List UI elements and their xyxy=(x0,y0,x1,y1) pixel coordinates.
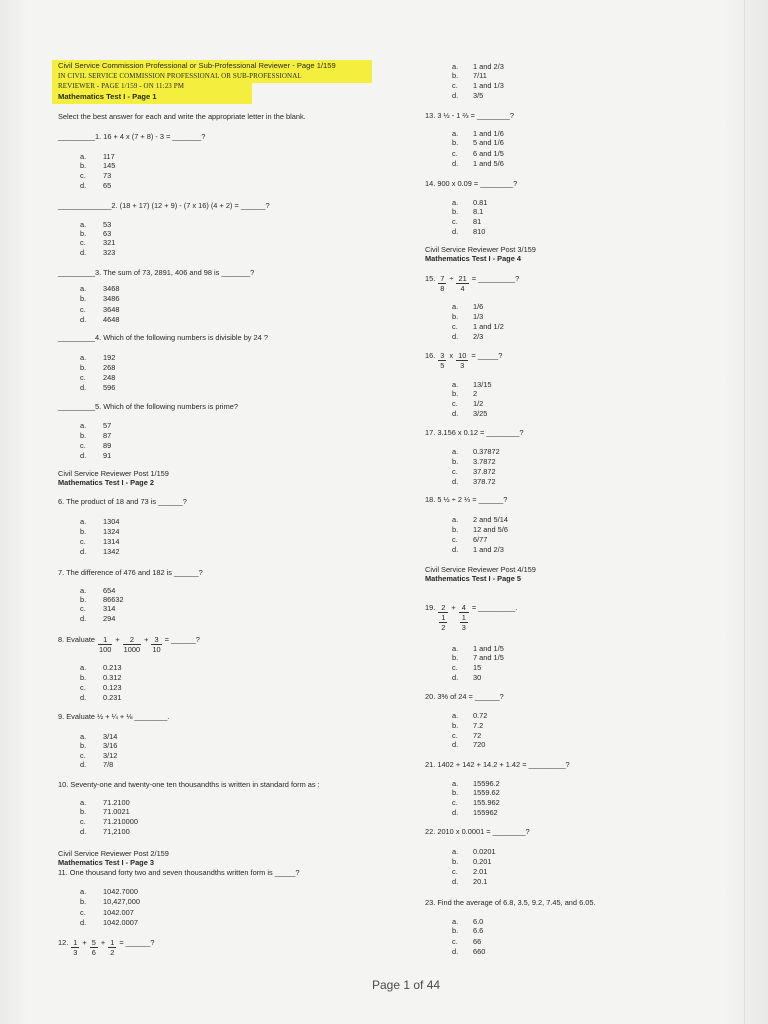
question-text: 14. 900 x 0.09 = ________? xyxy=(425,179,518,188)
answer-choice-letter: b. xyxy=(80,229,87,238)
question-5 xyxy=(58,402,241,411)
answer-choice-value: 1304 xyxy=(103,517,120,526)
answer-choice-letter: b. xyxy=(452,926,459,935)
fraction xyxy=(438,603,448,632)
question-18 xyxy=(425,495,510,504)
answer-choice-value: 7 and 1/5 xyxy=(473,653,504,662)
answer-choice-value: 91 xyxy=(103,451,112,460)
document-header-subtitle: IN CIVIL SERVICE COMMISSION PROFESSIONAL OR SUB-PROFESSIONAL xyxy=(58,72,302,80)
answer-choice-letter: a. xyxy=(80,798,87,807)
question-text: + xyxy=(144,635,149,644)
answer-choice-letter: d. xyxy=(80,760,87,769)
answer-choice-value: 15 xyxy=(473,663,482,672)
answer-choice-letter: c. xyxy=(80,817,86,826)
answer-choice-value: 81 xyxy=(473,217,482,226)
answer-choice-letter: c. xyxy=(452,535,458,544)
answer-choice-letter: c. xyxy=(452,663,458,672)
question-12 xyxy=(58,938,157,957)
answer-choice-value: 1342 xyxy=(103,547,120,556)
question-text: 10. Seventy-one and twenty-one ten thousandths is written in standard form as : xyxy=(58,780,320,789)
answer-choice-letter: d. xyxy=(80,315,87,324)
answer-choice-value: 53 xyxy=(103,220,112,229)
answer-choice-letter: a. xyxy=(80,732,87,741)
question-text: _____________2. (18 + 17) (12 + 9) - (7 x 16) (4 + 2) = ______? xyxy=(58,201,270,210)
question-text: = _________. xyxy=(471,603,518,612)
answer-choice-value: 1 and 1/6 xyxy=(473,129,504,138)
answer-choice-letter: a. xyxy=(452,62,459,71)
answer-choice-letter: a. xyxy=(80,152,87,161)
answer-choice-value: 0.213 xyxy=(103,663,122,672)
answer-choice-value: 3/12 xyxy=(103,751,118,760)
answer-choice-value: 63 xyxy=(103,229,112,238)
answer-choice-value: 145 xyxy=(103,161,116,170)
question-text: x xyxy=(449,351,454,360)
answer-choice-letter: d. xyxy=(80,918,87,927)
answer-choice-letter: b. xyxy=(80,161,87,170)
answer-choice-letter: a. xyxy=(80,586,87,595)
answer-choice-value: 660 xyxy=(473,947,486,956)
answer-choice-letter: d. xyxy=(452,673,459,682)
question-text: 20. 3% of 24 = ______? xyxy=(425,692,504,701)
fraction-denominator xyxy=(459,613,469,632)
question-1 xyxy=(58,132,208,141)
answer-choice-letter: a. xyxy=(80,284,87,293)
question-text: 9. Evaluate ½ + ¼ + ⅛ ________. xyxy=(58,712,170,721)
answer-choice-letter: c. xyxy=(452,81,458,90)
section-title: Mathematics Test I - Page 4 xyxy=(425,254,521,263)
test-page-title: Mathematics Test I - Page 1 xyxy=(58,92,157,101)
answer-choice-letter: c. xyxy=(452,399,458,408)
question-text: + xyxy=(451,603,456,612)
answer-choice-value: 654 xyxy=(103,586,116,595)
answer-choice-value: 7/8 xyxy=(103,760,114,769)
answer-choice-value: 268 xyxy=(103,363,116,372)
answer-choice-value: 30 xyxy=(473,673,482,682)
answer-choice-value: 323 xyxy=(103,248,116,257)
question-text: _________3. The sum of 73, 2891, 406 and 98 is _______? xyxy=(58,268,255,277)
fraction-numerator: 1 xyxy=(73,938,78,947)
fraction-numerator: 3 xyxy=(440,351,445,360)
question-text: _________1. 16 + 4 x (7 + 8) - 3 = _______? xyxy=(58,132,206,141)
scan-edge-shadow xyxy=(744,0,745,1024)
question-17 xyxy=(425,428,526,437)
answer-choice-letter: a. xyxy=(452,380,459,389)
answer-choice-value: 65 xyxy=(103,181,112,190)
answer-choice-value: 7/11 xyxy=(473,71,487,80)
question-22 xyxy=(425,827,533,836)
answer-choice-letter: c. xyxy=(452,217,458,226)
fraction-denominator: 6 xyxy=(91,948,96,957)
answer-choice-value: 155962 xyxy=(473,808,498,817)
question-4 xyxy=(58,333,271,342)
question-2 xyxy=(58,201,273,210)
answer-choice-value: 89 xyxy=(103,441,112,450)
answer-choice-letter: c. xyxy=(80,171,86,180)
answer-choice-value: 1042.7000 xyxy=(103,887,138,896)
fraction-denominator: 3 xyxy=(73,948,78,957)
answer-choice-letter: c. xyxy=(80,683,86,692)
fraction-denominator: 3 xyxy=(461,623,466,632)
answer-choice-value: 3/25 xyxy=(473,409,488,418)
answer-choice-letter: d. xyxy=(80,827,87,836)
answer-choice-letter: a. xyxy=(452,129,459,138)
answer-choice-value: 6 and 1/5 xyxy=(473,149,504,158)
answer-choice-value: 2 xyxy=(473,389,478,398)
question-text: = ______? xyxy=(164,635,200,644)
fraction xyxy=(123,635,141,654)
answer-choice-letter: d. xyxy=(80,614,87,623)
fraction xyxy=(90,938,98,957)
answer-choice-letter: b. xyxy=(80,595,87,604)
question-text: = _____? xyxy=(471,351,503,360)
question-7 xyxy=(58,568,206,577)
question-text: + xyxy=(115,635,120,644)
answer-choice-letter: c. xyxy=(80,441,86,450)
fraction xyxy=(456,351,468,370)
fraction-numerator: 5 xyxy=(91,938,96,947)
question-text: 21. 1402 + 142 + 14.2 + 1.42 = _________? xyxy=(425,760,570,769)
fraction-numerator: 3 xyxy=(151,635,161,645)
answer-choice-letter: a. xyxy=(452,779,459,788)
question-3 xyxy=(58,268,257,277)
answer-choice-letter: b. xyxy=(80,294,87,303)
answer-choice-value: 71.2100 xyxy=(103,798,130,807)
answer-choice-value: 810 xyxy=(473,227,486,236)
question-text: + xyxy=(82,938,87,947)
answer-choice-value: 0.72 xyxy=(473,711,488,720)
answer-choice-letter: d. xyxy=(452,159,459,168)
fraction xyxy=(460,613,468,632)
answer-choice-value: 0.81 xyxy=(473,198,488,207)
answer-choice-letter: c. xyxy=(452,867,458,876)
question-text: 15. xyxy=(425,274,436,283)
answer-choice-letter: b. xyxy=(452,653,459,662)
question-text: _________4. Which of the following numbers is divisible by 24 ? xyxy=(58,333,268,342)
answer-choice-letter: c. xyxy=(80,238,86,247)
answer-choice-letter: a. xyxy=(452,847,459,856)
answer-choice-value: 10,427,000 xyxy=(103,897,140,906)
answer-choice-letter: d. xyxy=(452,332,459,341)
question-15 xyxy=(425,274,522,293)
answer-choice-value: 1 and 1/2 xyxy=(473,322,504,331)
answer-choice-letter: d. xyxy=(452,477,459,486)
answer-choice-letter: d. xyxy=(452,91,459,100)
answer-choice-letter: d. xyxy=(80,248,87,257)
answer-choice-letter: d. xyxy=(452,877,459,886)
answer-choice-value: 0.312 xyxy=(103,673,122,682)
question-text: + xyxy=(100,938,106,947)
fraction xyxy=(108,938,116,957)
answer-choice-letter: c. xyxy=(452,322,458,331)
answer-choice-value: 248 xyxy=(103,373,116,382)
answer-choice-value: 0.231 xyxy=(103,693,122,702)
answer-choice-letter: a. xyxy=(452,644,459,653)
answer-choice-value: 0.201 xyxy=(473,857,492,866)
question-text: 13. 3 ½ - 1 ⅔ = ________? xyxy=(425,111,514,120)
answer-choice-value: 1/6 xyxy=(473,302,484,311)
answer-choice-value: 155.962 xyxy=(473,798,500,807)
answer-choice-letter: d. xyxy=(452,947,459,956)
answer-choice-letter: d. xyxy=(80,383,87,392)
answer-choice-letter: c. xyxy=(80,305,86,314)
answer-choice-letter: b. xyxy=(80,527,87,536)
answer-choice-value: 2 and 5/14 xyxy=(473,515,508,524)
fraction-denominator: 3 xyxy=(460,361,465,370)
fraction-numerator: 2 xyxy=(123,635,141,645)
answer-choice-letter: d. xyxy=(80,181,87,190)
section-title: Mathematics Test I - Page 2 xyxy=(58,478,154,487)
answer-choice-letter: d. xyxy=(80,693,87,702)
question-8 xyxy=(58,635,203,654)
answer-choice-value: 3/5 xyxy=(473,91,484,100)
document-header-subtitle: REVIEWER - PAGE 1/159 - ON 11:23 PM xyxy=(58,82,185,90)
question-text: 8. Evaluate xyxy=(58,635,95,644)
question-text: 19. xyxy=(425,603,436,612)
answer-choice-letter: c. xyxy=(80,604,86,613)
question-text: 11. One thousand forty two and seven thousandths written form is _____? xyxy=(58,868,300,877)
answer-choice-letter: a. xyxy=(452,917,459,926)
question-text: 7. The difference of 476 and 182 is ______? xyxy=(58,568,203,577)
question-14 xyxy=(425,179,520,188)
question-16 xyxy=(425,351,505,370)
fraction xyxy=(98,635,112,654)
fraction xyxy=(151,635,161,654)
answer-choice-value: 3648 xyxy=(103,305,120,314)
answer-choice-letter: d. xyxy=(452,545,459,554)
answer-choice-value: 4648 xyxy=(103,315,120,324)
answer-choice-value: 378.72 xyxy=(473,477,496,486)
fraction-numerator: 21 xyxy=(458,274,467,283)
answer-choice-value: 5 and 1/6 xyxy=(473,138,504,147)
document-header-title: Civil Service Commission Professional or Sub-Professional Reviewer - Page 1/159 xyxy=(58,61,336,70)
answer-choice-value: 8.1 xyxy=(473,207,484,216)
answer-choice-value: 6.0 xyxy=(473,917,484,926)
answer-choice-value: 314 xyxy=(103,604,116,613)
answer-choice-value: 1042.0007 xyxy=(103,918,138,927)
question-9 xyxy=(58,712,172,721)
fraction-denominator: 5 xyxy=(440,361,445,370)
answer-choice-value: 3486 xyxy=(103,294,120,303)
answer-choice-value: 192 xyxy=(103,353,116,362)
instructions: Select the best answer for each and write the appropriate letter in the blank. xyxy=(58,112,306,121)
answer-choice-letter: a. xyxy=(452,447,459,456)
answer-choice-value: 1324 xyxy=(103,527,120,536)
answer-choice-letter: b. xyxy=(452,389,459,398)
fraction xyxy=(438,274,446,293)
fraction-numerator: 1 xyxy=(441,613,446,622)
answer-choice-letter: b. xyxy=(452,721,459,730)
answer-choice-value: 1559.62 xyxy=(473,788,500,797)
answer-choice-letter: b. xyxy=(452,457,459,466)
answer-choice-letter: a. xyxy=(80,220,87,229)
fraction-denominator: 10 xyxy=(152,645,161,654)
answer-choice-letter: c. xyxy=(452,731,458,740)
answer-choice-letter: b. xyxy=(452,207,459,216)
question-text: 6. The product of 18 and 73 is ______? xyxy=(58,497,187,506)
question-6 xyxy=(58,497,190,506)
answer-choice-value: 1 and 2/3 xyxy=(473,545,504,554)
section-post-label: Civil Service Reviewer Post 4/159 xyxy=(425,565,536,574)
answer-choice-letter: d. xyxy=(80,547,87,556)
question-text: 22. 2010 x 0.0001 = ________? xyxy=(425,827,530,836)
answer-choice-letter: a. xyxy=(452,515,459,524)
fraction-denominator: 8 xyxy=(440,284,445,293)
answer-choice-letter: a. xyxy=(452,198,459,207)
answer-choice-value: 12 and 5/6 xyxy=(473,525,508,534)
answer-choice-value: 3/14 xyxy=(103,732,118,741)
section-post-label: Civil Service Reviewer Post 1/159 xyxy=(58,469,169,478)
answer-choice-value: 71.210000 xyxy=(103,817,138,826)
answer-choice-value: 720 xyxy=(473,740,486,749)
answer-choice-value: 1042.007 xyxy=(103,908,134,917)
question-21 xyxy=(425,760,573,769)
fraction-denominator: 2 xyxy=(110,948,115,957)
answer-choice-value: 86632 xyxy=(103,595,124,604)
answer-choice-letter: b. xyxy=(80,807,87,816)
fraction-denominator: 4 xyxy=(460,284,465,293)
answer-choice-value: 321 xyxy=(103,238,116,247)
fraction xyxy=(71,938,79,957)
answer-choice-letter: c. xyxy=(452,798,458,807)
answer-choice-value: 0.37872 xyxy=(473,447,500,456)
answer-choice-letter: c. xyxy=(80,908,86,917)
answer-choice-value: 20.1 xyxy=(473,877,488,886)
answer-choice-value: 72 xyxy=(473,731,482,740)
answer-choice-letter: d. xyxy=(452,740,459,749)
answer-choice-value: 73 xyxy=(103,171,112,180)
section-post-label: Civil Service Reviewer Post 2/159 xyxy=(58,849,169,858)
fraction xyxy=(439,613,447,632)
section-post-label: Civil Service Reviewer Post 3/159 xyxy=(425,245,536,254)
answer-choice-letter: a. xyxy=(80,663,87,672)
fraction-denominator: 100 xyxy=(98,645,112,654)
answer-choice-letter: b. xyxy=(452,312,459,321)
answer-choice-letter: b. xyxy=(452,525,459,534)
answer-choice-value: 1 and 1/3 xyxy=(473,81,504,90)
answer-choice-letter: d. xyxy=(80,451,87,460)
answer-choice-letter: c. xyxy=(452,467,458,476)
answer-choice-value: 0.123 xyxy=(103,683,122,692)
section-title: Mathematics Test I - Page 5 xyxy=(425,574,521,583)
question-text: 18. 5 ½ ÷ 2 ⅓ = ______? xyxy=(425,495,508,504)
question-text: 16. xyxy=(425,351,436,360)
fraction xyxy=(459,603,469,632)
answer-choice-value: 57 xyxy=(103,421,112,430)
answer-choice-letter: a. xyxy=(452,711,459,720)
answer-choice-value: 37.872 xyxy=(473,467,496,476)
answer-choice-value: 1314 xyxy=(103,537,120,546)
answer-choice-value: 2/3 xyxy=(473,332,484,341)
question-19 xyxy=(425,603,520,632)
fraction xyxy=(456,274,468,293)
fraction-numerator: 1 xyxy=(98,635,112,645)
answer-choice-letter: b. xyxy=(80,741,87,750)
answer-choice-value: 3.7872 xyxy=(473,457,496,466)
answer-choice-letter: b. xyxy=(452,788,459,797)
answer-choice-letter: a. xyxy=(80,517,87,526)
fraction-denominator: 2 xyxy=(441,623,446,632)
answer-choice-letter: b. xyxy=(452,138,459,147)
question-text: 23. Find the average of 6.8, 3.5, 9.2, 7.45, and 6.05. xyxy=(425,898,596,907)
answer-choice-value: 294 xyxy=(103,614,116,623)
answer-choice-value: 1/3 xyxy=(473,312,484,321)
answer-choice-value: 6.6 xyxy=(473,926,484,935)
answer-choice-letter: d. xyxy=(452,808,459,817)
answer-choice-value: 117 xyxy=(103,152,115,161)
question-23 xyxy=(425,898,599,907)
answer-choice-letter: d. xyxy=(452,409,459,418)
answer-choice-value: 1 and 2/3 xyxy=(473,62,504,71)
answer-choice-letter: a. xyxy=(80,887,87,896)
answer-choice-value: 71,2100 xyxy=(103,827,130,836)
answer-choice-value: 13/15 xyxy=(473,380,492,389)
answer-choice-letter: c. xyxy=(452,149,458,158)
answer-choice-letter: b. xyxy=(80,897,87,906)
question-11 xyxy=(58,868,302,877)
fraction-denominator: 1000 xyxy=(123,645,141,654)
question-text: = _________? xyxy=(471,274,520,283)
fraction-numerator: 1 xyxy=(461,613,466,622)
answer-choice-letter: b. xyxy=(452,71,459,80)
question-13 xyxy=(425,111,517,120)
question-text: 12. xyxy=(58,938,69,947)
page-number: Page 1 of 44 xyxy=(372,978,441,992)
answer-choice-value: 15596.2 xyxy=(473,779,500,788)
question-text: ÷ xyxy=(449,274,454,283)
answer-choice-value: 66 xyxy=(473,937,482,946)
fraction-numerator: 4 xyxy=(459,603,469,613)
answer-choice-value: 87 xyxy=(103,431,112,440)
answer-choice-value: 0.0201 xyxy=(473,847,496,856)
answer-choice-value: 1/2 xyxy=(473,399,484,408)
answer-choice-letter: a. xyxy=(80,421,87,430)
question-text: = ______? xyxy=(119,938,155,947)
answer-choice-letter: c. xyxy=(80,537,86,546)
question-20 xyxy=(425,692,507,701)
question-text: 17. 3.156 x 0.12 = ________? xyxy=(425,428,524,437)
answer-choice-value: 3468 xyxy=(103,284,120,293)
answer-choice-letter: d. xyxy=(452,227,459,236)
fraction-denominator xyxy=(438,613,448,632)
answer-choice-value: 1 and 5/6 xyxy=(473,159,504,168)
fraction-numerator: 7 xyxy=(440,274,445,283)
answer-choice-letter: b. xyxy=(452,857,459,866)
answer-choice-value: 596 xyxy=(103,383,116,392)
fraction-numerator: 2 xyxy=(438,603,448,613)
question-text: _________5. Which of the following numbers is prime? xyxy=(58,402,238,411)
answer-choice-value: 1 and 1/5 xyxy=(473,644,504,653)
answer-choice-letter: c. xyxy=(452,937,458,946)
answer-choice-letter: b. xyxy=(80,673,87,682)
fraction-numerator: 1 xyxy=(110,938,115,947)
answer-choice-value: 6/77 xyxy=(473,535,488,544)
answer-choice-letter: a. xyxy=(80,353,87,362)
answer-choice-value: 7.2 xyxy=(473,721,484,730)
question-10 xyxy=(58,780,323,789)
answer-choice-value: 71.0021 xyxy=(103,807,130,816)
answer-choice-letter: b. xyxy=(80,363,87,372)
answer-choice-letter: c. xyxy=(80,751,86,760)
section-title: Mathematics Test I - Page 3 xyxy=(58,858,154,867)
answer-choice-letter: b. xyxy=(80,431,87,440)
fraction-numerator: 10 xyxy=(458,351,467,360)
answer-choice-letter: c. xyxy=(80,373,86,382)
fraction xyxy=(438,351,446,370)
answer-choice-letter: a. xyxy=(452,302,459,311)
answer-choice-value: 3/16 xyxy=(103,741,118,750)
answer-choice-value: 2.01 xyxy=(473,867,488,876)
